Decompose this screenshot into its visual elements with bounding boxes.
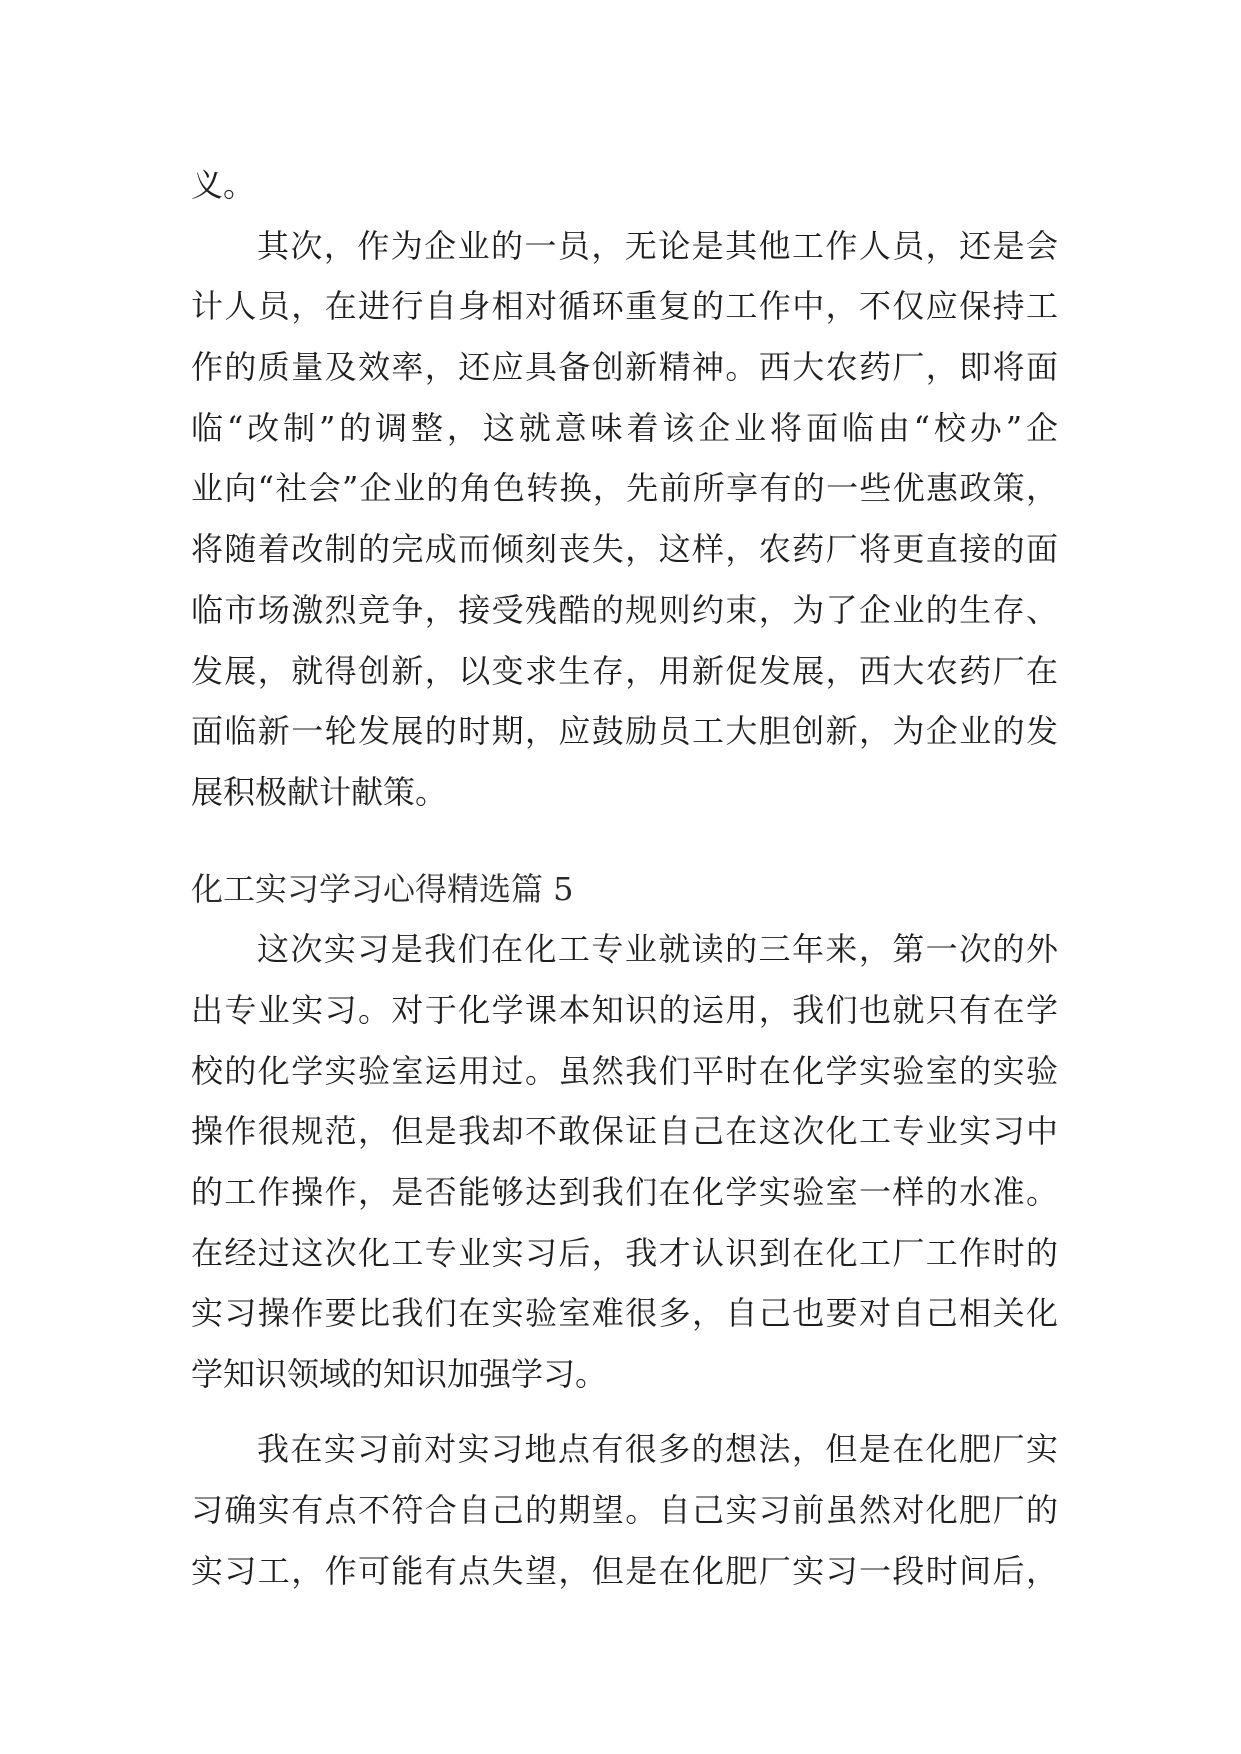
text-line: 临市场激烈竞争，接受残酷的规则约束，为了企业的生存、: [191, 590, 1058, 629]
paragraph: [191, 216, 1058, 823]
text-line: 在经过这次化工专业实习后，我才认识到在化工厂工作时的: [191, 1233, 1058, 1272]
text-line: 的工作操作，是否能够达到我们在化学实验室一样的水准。: [191, 1173, 1058, 1211]
text-line: 校的化学实验室运用过。虽然我们平时在化学实验室的实验: [191, 1051, 1058, 1090]
paragraph: [191, 1419, 1058, 1601]
paragraph: [191, 155, 1058, 216]
text-line: 义。: [191, 166, 256, 204]
paragraph: [191, 919, 1058, 1405]
text-line: 临“改制”的调整，这就意味着该企业将面临由“校办”企: [191, 408, 1058, 447]
text-line: 实习操作要比我们在实验室难很多，自己也要对自己相关化: [191, 1294, 1058, 1333]
text-line: 学知识领域的知识加强学习。: [191, 1355, 608, 1394]
text-line: 操作很规范，但是我却不敢保证自己在这次化工专业实习中: [191, 1112, 1058, 1151]
text-line: 发展，就得创新，以变求生存，用新促发展，西大农药厂在: [191, 651, 1058, 690]
document-body: [191, 155, 1058, 1601]
text-line: 我在实习前对实习地点有很多的想法，但是在化肥厂实: [257, 1430, 1058, 1469]
text-line: 这次实习是我们在化工专业就读的三年来，第一次的外: [257, 930, 1058, 969]
text-line: 业向“社会”企业的角色转换，先前所享有的一些优惠政策，: [191, 469, 1058, 508]
section-title: 化工实习学习心得精选篇 5: [191, 869, 574, 908]
text-line: 展积极献计献策。: [191, 772, 448, 811]
text-line: 出专业实习。对于化学课本知识的运用，我们也就只有在学: [191, 990, 1058, 1029]
text-line: 作的质量及效率，还应具备创新精神。西大农药厂，即将面: [191, 348, 1058, 387]
text-line: 计人员，在进行自身相对循环重复的工作中，不仅应保持工: [191, 287, 1058, 326]
text-line: 将随着改制的完成而倾刻丧失，这样，农药厂将更直接的面: [191, 530, 1058, 569]
text-line: 其次，作为企业的一员，无论是其他工作人员，还是会: [257, 226, 1058, 265]
text-line: 面临新一轮发展的时期，应鼓励员工大胆创新，为企业的发: [191, 712, 1058, 751]
text-line: 习确实有点不符合自己的期望。自己实习前虽然对化肥厂的: [191, 1491, 1058, 1530]
text-line: 实习工，作可能有点失望，但是在化肥厂实习一段时间后，: [191, 1551, 1058, 1590]
